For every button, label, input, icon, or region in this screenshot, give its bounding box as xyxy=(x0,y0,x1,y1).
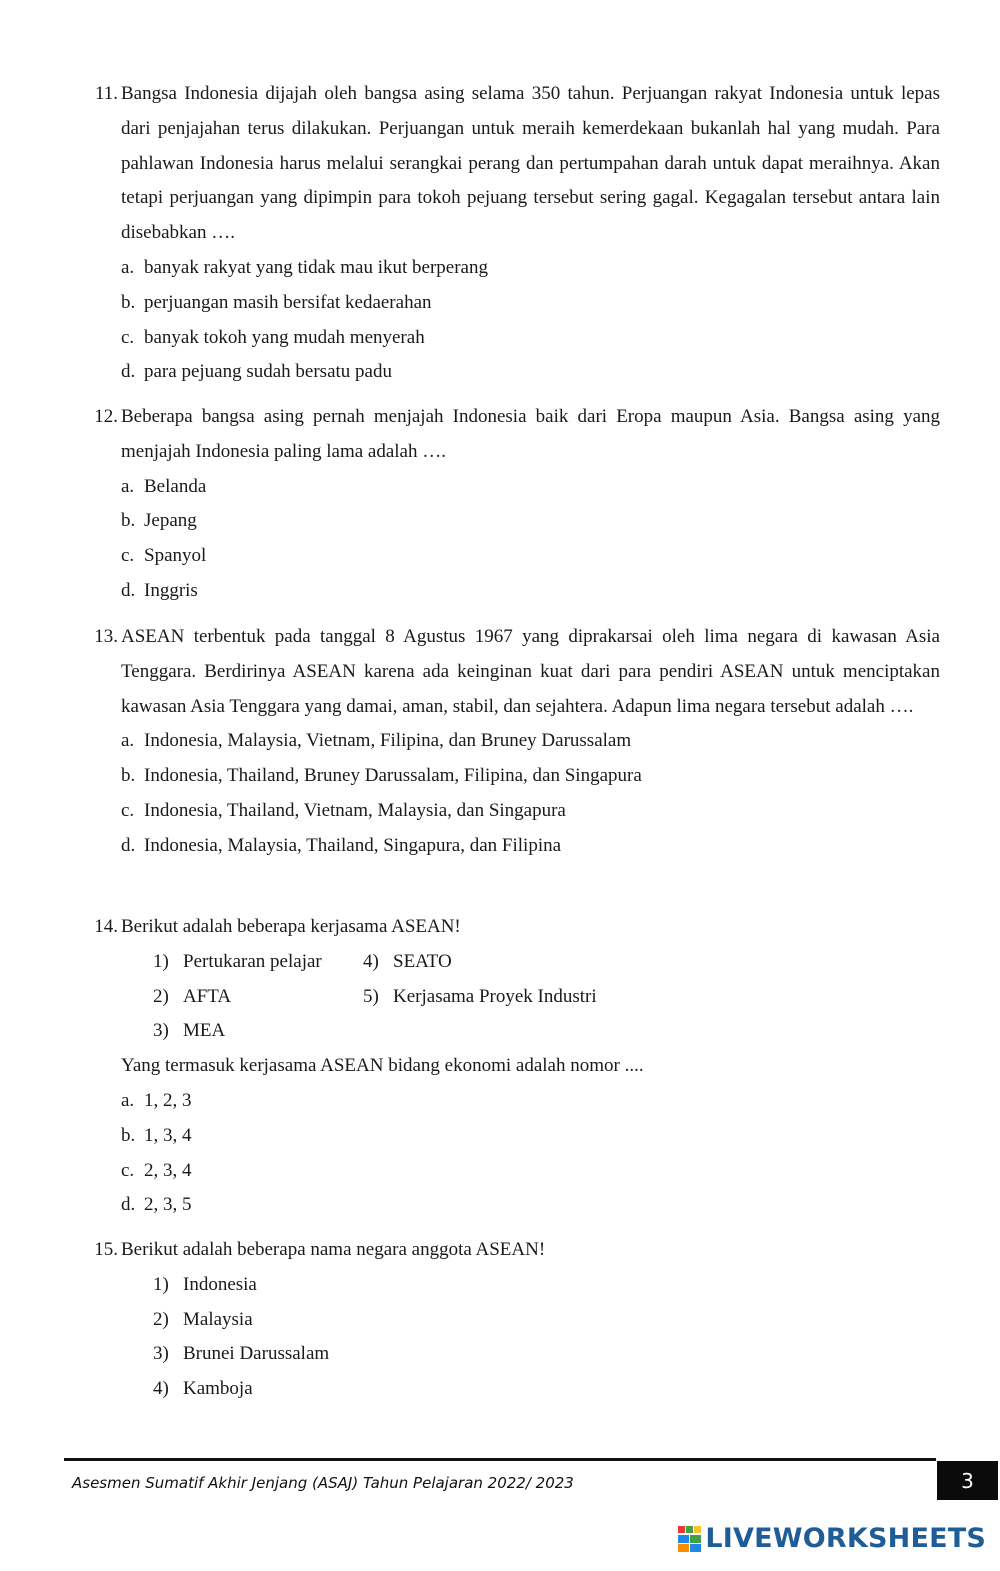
option-text: Belanda xyxy=(144,475,207,497)
option-a xyxy=(121,470,940,505)
item-text: Malaysia xyxy=(183,1308,253,1330)
list-row xyxy=(153,1014,940,1049)
item-text: Kerjasama Proyek Industri xyxy=(393,985,597,1007)
option-text: Spanyol xyxy=(144,545,207,567)
question-text: Berikut adalah beberapa kerjasama ASEAN! xyxy=(121,916,461,937)
option-text: Inggris xyxy=(144,579,198,601)
question-text: Beberapa bangsa asing pernah menjajah Indonesia baik dari Eropa maupun Asia. Bangsa asing yang menjajah Indonesia paling lama adalah …. xyxy=(121,406,940,462)
option-c xyxy=(121,539,940,574)
question-text: ASEAN terbentuk pada tanggal 8 Agustus 1967 yang diprakarsai oleh lima negara di kawasan Asia Tenggara. Berdirinya ASEAN karena ada keinginan kuat dari para pendiri ASEAN untuk menciptakan kawasan Asia Tenggara yang damai, aman, stabil, dan sejahtera. Adapun lima negara tersebut adalah …. xyxy=(121,626,940,717)
list-item xyxy=(153,945,363,980)
option-letter: b. xyxy=(121,765,136,787)
item-number: 4) xyxy=(153,1378,169,1400)
question-12 xyxy=(84,400,940,609)
option-text: Jepang xyxy=(144,510,197,532)
option-text: 1, 3, 4 xyxy=(144,1124,192,1146)
option-letter: d. xyxy=(121,579,136,601)
question-text: Bangsa Indonesia dijajah oleh bangsa asing selama 350 tahun. Perjuangan rakyat Indonesia untuk lepas dari penjajahan terus dilakukan. Perjuangan untuk meraih kemerdekaan bukanlah hal yang mudah. Para pahlawan Indonesia harus melalui serangkai perang dan pertumpahan darah untuk dapat meraihnya. Akan tetapi perjuangan yang dipimpin para tokoh pejuang tersebut sering gagal. Kegagalan tersebut antara lain disebabkan …. xyxy=(121,83,940,244)
item-number: 1) xyxy=(153,1273,169,1295)
item-text: AFTA xyxy=(183,985,232,1007)
option-letter: a. xyxy=(121,730,135,752)
list-item xyxy=(363,986,597,1007)
option-c xyxy=(121,321,940,356)
option-d xyxy=(121,355,940,390)
option-text: 2, 3, 5 xyxy=(144,1194,192,1216)
footer-divider xyxy=(64,1458,936,1461)
question-number: 13. xyxy=(94,626,118,647)
liveworksheets-logo-icon xyxy=(678,1526,702,1552)
option-letter: c. xyxy=(121,326,135,348)
item-text: MEA xyxy=(183,1020,226,1042)
numbered-list xyxy=(121,945,940,1049)
option-letter: a. xyxy=(121,256,135,278)
question-number: 15. xyxy=(94,1239,118,1260)
list-item xyxy=(153,980,363,1015)
option-text: Indonesia, Thailand, Vietnam, Malaysia, dan Singapura xyxy=(144,799,566,821)
option-letter: c. xyxy=(121,1159,135,1181)
item-number: 2) xyxy=(153,1308,169,1330)
option-letter: a. xyxy=(121,475,135,497)
option-text: 1, 2, 3 xyxy=(144,1089,192,1111)
question-number: 11. xyxy=(94,83,118,104)
option-letter: a. xyxy=(121,1089,135,1111)
item-number: 3) xyxy=(153,1343,169,1365)
option-letter: b. xyxy=(121,291,136,313)
option-a xyxy=(121,1084,940,1119)
option-a xyxy=(121,724,940,759)
question-14 xyxy=(84,910,940,1223)
option-b xyxy=(121,1119,940,1154)
question-number: 14. xyxy=(94,916,118,937)
question-number: 12. xyxy=(94,406,118,427)
option-d xyxy=(121,1188,940,1223)
option-letter: d. xyxy=(121,361,136,383)
option-text: perjuangan masih bersifat kedaerahan xyxy=(144,291,432,313)
list-item xyxy=(153,1337,940,1372)
page-number: 3 xyxy=(937,1461,998,1500)
option-d xyxy=(121,574,940,609)
item-number: 2) xyxy=(153,985,169,1007)
option-text: Indonesia, Malaysia, Thailand, Singapura, dan Filipina xyxy=(144,834,562,856)
item-text: Indonesia xyxy=(183,1273,257,1295)
brand-text: LIVEWORKSHEETS xyxy=(705,1523,986,1554)
option-a xyxy=(121,251,940,286)
list-item xyxy=(153,1303,940,1338)
item-number: 1) xyxy=(153,950,169,972)
footer-title: Asesmen Sumatif Akhir Jenjang (ASAJ) Tahun Pelajaran 2022/ 2023 xyxy=(72,1474,574,1492)
option-d xyxy=(121,829,940,864)
item-number: 5) xyxy=(363,985,379,1007)
numbered-list xyxy=(121,1268,940,1407)
option-c xyxy=(121,794,940,829)
option-text: 2, 3, 4 xyxy=(144,1159,192,1181)
option-b xyxy=(121,759,940,794)
question-prompt: Yang termasuk kerjasama ASEAN bidang ekonomi adalah nomor .... xyxy=(121,1055,644,1077)
item-text: SEATO xyxy=(393,950,452,972)
item-number: 3) xyxy=(153,1020,169,1042)
item-text: Brunei Darussalam xyxy=(183,1343,330,1365)
option-letter: d. xyxy=(121,834,136,856)
item-number: 4) xyxy=(363,950,379,972)
option-letter: c. xyxy=(121,545,135,567)
option-letter: c. xyxy=(121,799,135,821)
question-text: Berikut adalah beberapa nama negara anggota ASEAN! xyxy=(121,1239,546,1260)
list-item xyxy=(363,951,452,972)
option-text: banyak tokoh yang mudah menyerah xyxy=(144,326,425,348)
list-row xyxy=(153,980,940,1015)
option-text: para pejuang sudah bersatu padu xyxy=(144,361,392,383)
option-letter: b. xyxy=(121,510,136,532)
question-11 xyxy=(84,77,940,390)
option-text: banyak rakyat yang tidak mau ikut berperang xyxy=(144,256,488,278)
question-13 xyxy=(84,620,940,864)
question-15 xyxy=(84,1233,940,1407)
option-text: Indonesia, Thailand, Bruney Darussalam, Filipina, dan Singapura xyxy=(144,765,642,787)
liveworksheets-brand[interactable] xyxy=(678,1523,986,1554)
list-item xyxy=(153,1372,940,1407)
option-letter: b. xyxy=(121,1124,136,1146)
list-row xyxy=(153,945,940,980)
option-b xyxy=(121,504,940,539)
option-text: Indonesia, Malaysia, Vietnam, Filipina, dan Bruney Darussalam xyxy=(144,730,632,752)
item-text: Kamboja xyxy=(183,1378,253,1400)
option-c xyxy=(121,1154,940,1189)
item-text: Pertukaran pelajar xyxy=(183,950,322,972)
option-letter: d. xyxy=(121,1194,136,1216)
option-b xyxy=(121,286,940,321)
list-item xyxy=(153,1268,940,1303)
list-item xyxy=(153,1014,363,1049)
